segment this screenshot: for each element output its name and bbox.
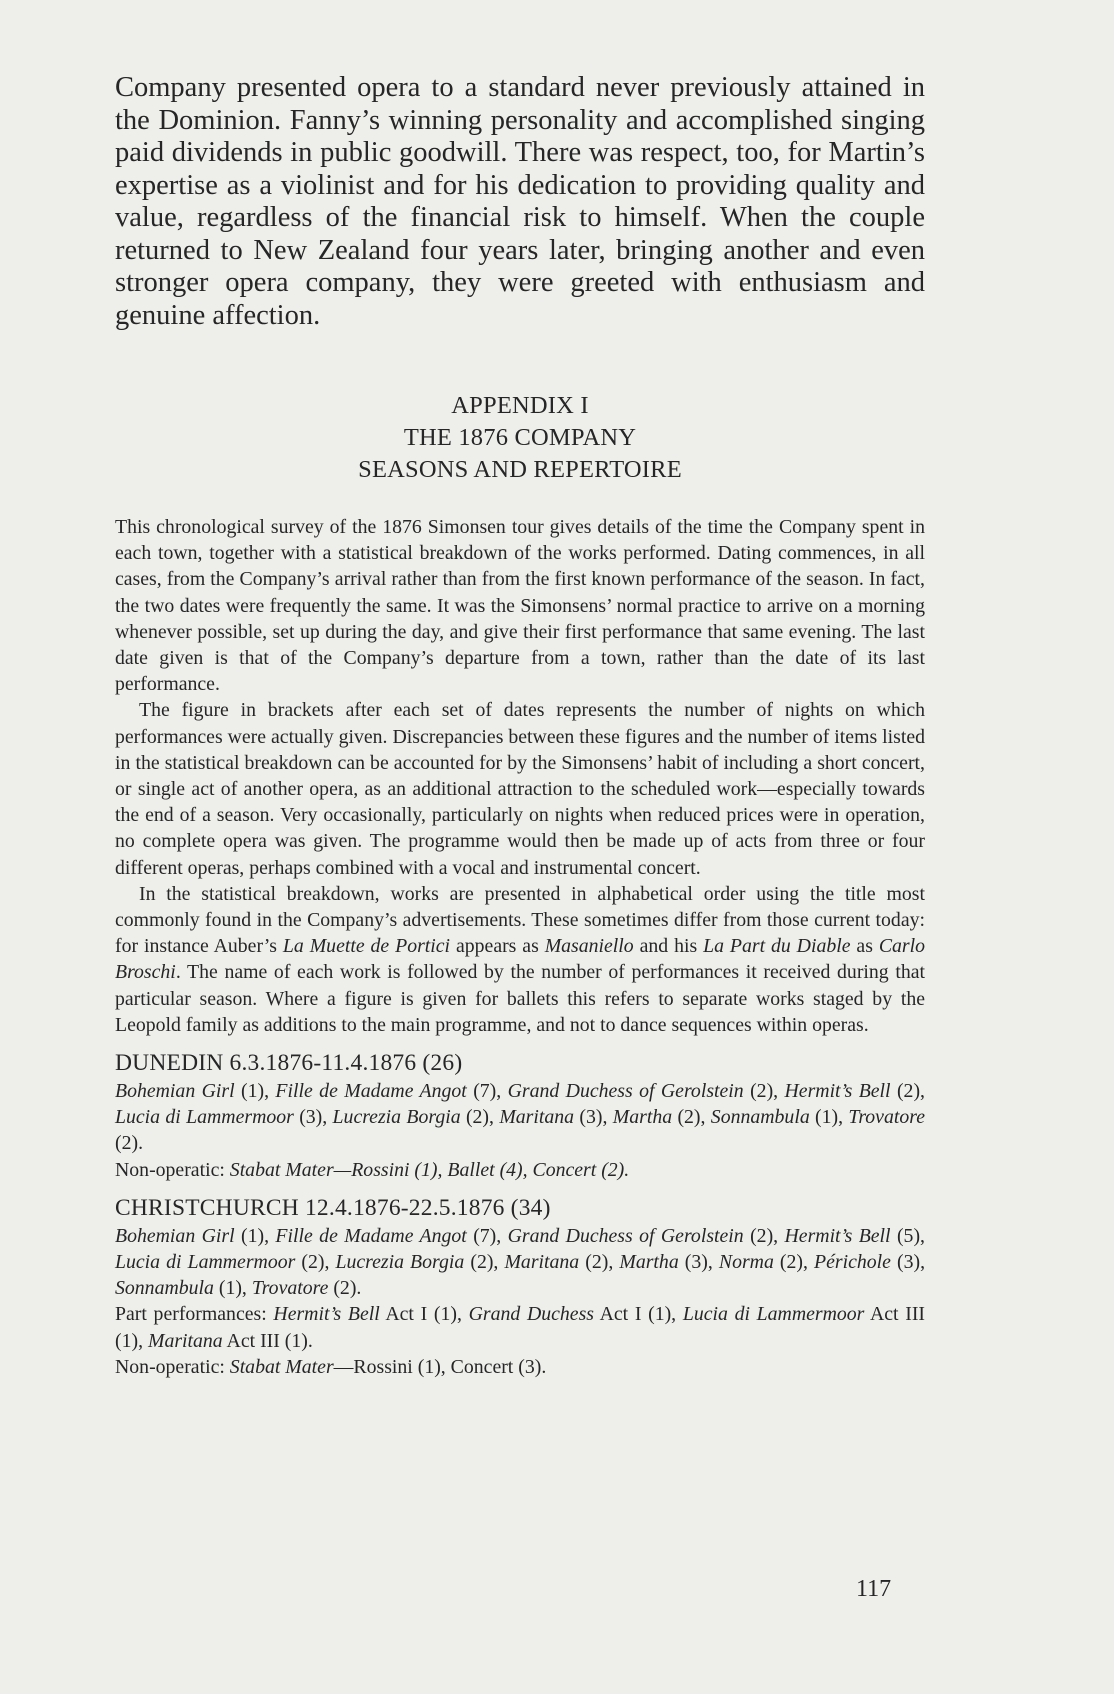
nonoperatic-text: Stabat Mater—Rossini (1), Ballet (4), Concert (2). [229,1158,630,1181]
work-name: Hermit’s Bell [784,1080,891,1103]
part-label: Part performances: [115,1303,274,1326]
intro-paragraph: Company presented opera to a standard never previously attained in the Dominion. Fanny’s winning personality and accomplished singing paid dividends in public goodwill. There was respect, too, for Martin’s expertise as a violinist and for his dedication to providing quality and value, regardless of the financial risk to himself. When the couple returned to New Zealand four years later, bringing another and even stronger opera company, they were greeted with enthusiasm and genuine affection. [115,72,925,331]
work-count: (2), [743,1080,785,1103]
work-name: Fille de Madame Angot [275,1224,467,1247]
season-title-christchurch: CHRISTCHURCH 12.4.1876-22.5.1876 (34) [115,1194,551,1221]
text-run: appears as [450,935,545,958]
work-count: (1), [234,1224,276,1247]
appendix-body [115,514,925,1380]
work-name: Grand Duchess [468,1303,594,1326]
intro-block [115,72,925,332]
work-name: Périchole [814,1251,891,1274]
page-number: 117 [856,1576,892,1602]
work-count: (2), [672,1106,711,1129]
work-name: Bohemian Girl [115,1080,235,1103]
italic-title: Masaniello [544,935,634,958]
work-count: Act III (1), [115,1303,925,1352]
work-name: Grand Duchess of Gerolstein [507,1080,744,1103]
work-name: Hermit’s Bell [784,1224,891,1247]
appendix-title: APPENDIX I [451,392,589,419]
work-count: (1), [809,1106,849,1129]
work-count: Act I (1), [379,1303,469,1326]
text-run: as [850,935,879,958]
work-count: (2). [328,1277,362,1300]
work-count: (2), [460,1106,500,1129]
work-count: Act I (1), [593,1303,683,1326]
work-count: (3), [678,1251,719,1274]
work-name: Bohemian Girl [115,1224,235,1247]
work-name: Maritana [147,1329,223,1352]
work-count: (2), [464,1251,505,1274]
work-name: Stabat Mater [229,1355,334,1378]
season-nonoperatic-christchurch [115,1354,925,1380]
season-parts-christchurch [115,1301,925,1353]
work-count: (3), [890,1251,926,1274]
body-paragraph-1: This chronological survey of the 1876 Simonsen tour gives details of the time the Company spent in each town, together with a statistical breakdown of the works performed. Dating commences, in all cases, from the Company’s arrival rather than from the first known performance of the season. In fact, the two dates were frequently the same. It was the Simonsens’ normal practice to arrive on a morning whenever possible, set up during the day, and give their first performance that same evening. The last date given is that of the Company’s departure from a town, rather than the date of its last performance. [115,516,925,696]
work-count: (5), [890,1224,925,1247]
italic-title: La Part du Diable [703,935,851,958]
season-title-dunedin: DUNEDIN 6.3.1876-11.4.1876 (26) [115,1050,463,1077]
work-count: (3), [293,1106,333,1129]
work-name: Trovatore [848,1106,925,1129]
italic-title: Carlo Broschi [115,935,925,984]
work-name: Hermit’s Bell [273,1303,380,1326]
nonoperatic-label: Non-operatic: [115,1158,230,1181]
work-name: Trovatore [251,1277,329,1300]
work-count: (7), [466,1224,508,1247]
text-run: In the statistical breakdown, works are presented in alphabetical order using the title most commonly found in the Company’s advertisements. These sometimes differ from those current today: for instance Auber’s [115,882,925,958]
appendix-subtitle-2: SEASONS AND REPERTOIRE [358,456,682,483]
work-count: (2), [295,1251,336,1274]
work-count: (7), [466,1080,508,1103]
nonoperatic-text: —Rossini (1), Concert (3). [333,1355,547,1378]
text-run: and his [633,935,704,958]
work-name: Grand Duchess of Gerolstein [507,1224,744,1247]
work-name: Sonnambula [710,1106,810,1129]
appendix-heading [115,390,925,486]
work-count: (2). [115,1132,144,1155]
work-count: (2), [773,1251,815,1274]
body-paragraph-3 [115,881,925,1038]
work-name: Lucrezia Borgia [335,1251,465,1274]
work-name: Lucia di Lammermoor [115,1106,294,1129]
work-name: Norma [718,1251,774,1274]
work-name: Lucia di Lammermoor [115,1251,296,1274]
appendix-subtitle: THE 1876 COMPANY [403,424,637,451]
work-count: (1), [213,1277,252,1300]
work-count: (1), [234,1080,276,1103]
season-works-christchurch [115,1223,925,1302]
nonoperatic-label: Non-operatic: [115,1355,230,1378]
work-count: (3), [574,1106,613,1129]
work-name: Martha [619,1251,679,1274]
text-run: . The name of each work is followed by the number of performances it received during that particular season. Where a figure is given for ballets this refers to separate works staged by the Leopold family as additions to the main programme, and not to dance sequences within operas. [115,961,925,1036]
work-name: Sonnambula [115,1277,214,1300]
season-works-dunedin [115,1078,925,1157]
work-name: Maritana [504,1251,580,1274]
work-count: (2), [890,1080,925,1103]
work-name: Martha [612,1106,673,1129]
work-name: Fille de Madame Angot [275,1080,467,1103]
body-paragraph-2: The figure in brackets after each set of dates represents the number of nights on which performances were actually given. Discrepancies between these figures and the number of items listed in the statistical breakdown can be accounted for by the Simonsens’ habit of including a short concert, or single act of another opera, as an additional attraction to the scheduled work—especially towards the end of a season. Very occasionally, particularly on nights when reduced prices were in operation, no complete opera was given. The programme would then be made up of acts from three or four different operas, perhaps combined with a vocal and instrumental concert. [115,699,925,879]
italic-title: La Muette de Portici [282,935,451,958]
work-name: Lucia di Lammermoor [682,1303,865,1326]
work-count: (2), [743,1224,785,1247]
work-count: Act III (1). [222,1329,313,1352]
season-nonoperatic-dunedin [115,1157,925,1183]
work-count: (2), [579,1251,620,1274]
work-name: Lucrezia Borgia [332,1106,461,1129]
work-name: Maritana [499,1106,575,1129]
